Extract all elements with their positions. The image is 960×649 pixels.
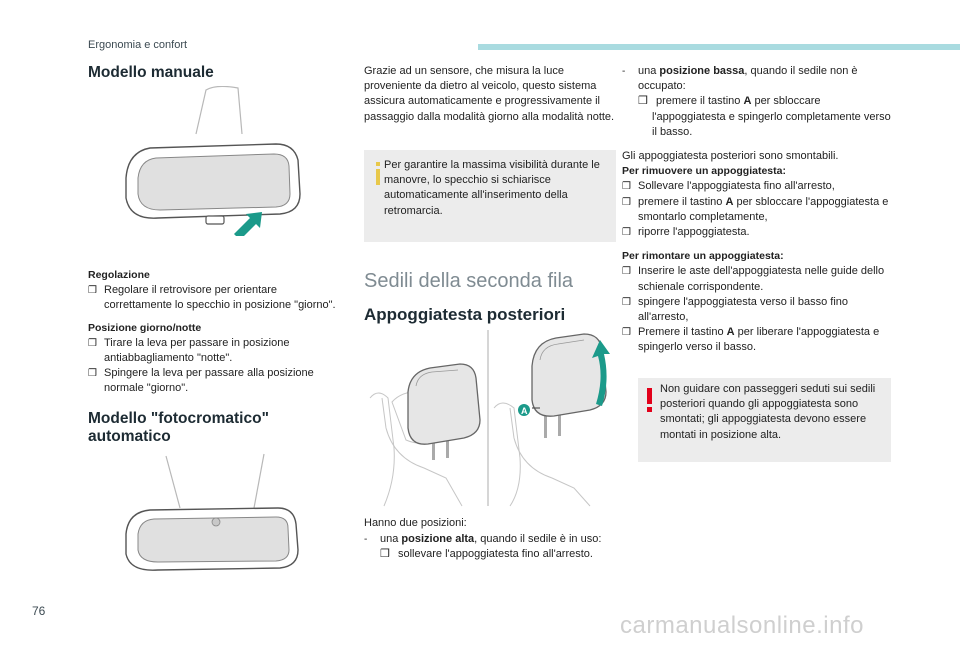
info-box xyxy=(364,150,616,242)
bullet-icon: ❒ xyxy=(88,337,97,349)
auto-intro-paragraph: Grazie ad un sensore, che misura la luce proveniente da dietro al veicolo, questo sistema assicura automaticamente e progressivamente il passaggio dalla modalità giorno alla modalità notte. xyxy=(364,65,615,123)
dash-icon: - xyxy=(622,66,626,77)
bullet-icon: ❒ xyxy=(622,196,631,208)
remove-title: Per rimuovere un appoggiatesta: xyxy=(622,165,786,178)
remove-step: ❒ riporre l'appoggiatesta. xyxy=(622,225,897,240)
bullet-icon: ❒ xyxy=(622,296,631,308)
positions-intro: Hanno due posizioni: xyxy=(364,517,467,530)
removable-note: Gli appoggiatesta posteriori sono smontabili. xyxy=(622,150,839,163)
remove-step: ❒ Sollevare l'appoggiatesta fino all'arresto, xyxy=(622,179,897,194)
position-low: - una posizione bassa, quando il sedile non è occupato: xyxy=(622,65,858,93)
posizione-item: ❒ Spingere la leva per passare alla posizione normale "giorno". xyxy=(88,367,314,395)
bullet-icon: ❒ xyxy=(380,547,390,560)
bullet-icon: ❒ xyxy=(88,285,97,297)
posizione-item: ❒ Tirare la leva per passare in posizione antiabbagliamento "notte". xyxy=(88,336,290,365)
heading-manual-model: Modello manuale xyxy=(88,64,214,81)
dash-icon: - xyxy=(364,533,368,545)
refit-step: ❒ spingere l'appoggiatesta verso il basso fino all'arresto, xyxy=(622,295,849,324)
warning-box xyxy=(638,378,891,462)
position-high: - una posizione alta, quando il sedile è in uso: xyxy=(364,532,619,547)
bullet-icon: ❒ xyxy=(622,266,631,278)
auto-mirror-illustration xyxy=(88,450,343,580)
position-low-step: ❒ premere il tastino A per sbloccare l'appoggiatesta e spingerlo completamente verso il basso. xyxy=(638,95,891,138)
bullet-icon: ❒ xyxy=(622,327,631,339)
bullet-icon: ❒ xyxy=(622,181,631,193)
warning-text: Non guidare con passeggeri seduti sui sedili posteriori quando gli appoggiatesta sono smontati; gli appoggiatesta devono essere montati in posizione alta. xyxy=(660,383,876,441)
button-a-label: A xyxy=(521,406,528,417)
subsection-title: Appoggiatesta posteriori xyxy=(364,305,566,325)
bullet-icon: ❒ xyxy=(88,368,97,380)
refit-step: ❒ Premere il tastino A per liberare l'appoggiatesta e spingerlo verso il basso. xyxy=(622,326,880,354)
heading-auto-model: Modello "fotocromatico" automatico xyxy=(88,409,269,445)
regolazione-title: Regolazione xyxy=(88,269,150,281)
headrest-illustration xyxy=(364,328,614,508)
column-middle xyxy=(364,64,619,125)
bullet-icon: ❒ xyxy=(622,227,631,239)
refit-title: Per rimontare un appoggiatesta: xyxy=(622,250,784,263)
warning-icon xyxy=(646,388,654,412)
column-left xyxy=(88,64,343,580)
posizione-title: Posizione giorno/notte xyxy=(88,321,202,334)
remove-step: ❒ premere il tastino A per sbloccare l'appoggiatesta e smontarlo completamente, xyxy=(622,195,889,223)
position-high-step: ❒ sollevare l'appoggiatesta fino all'arresto. xyxy=(364,547,619,562)
manual-mirror-illustration xyxy=(88,86,343,236)
regolazione-item: ❒ Regolare il retrovisore per orientare correttamente lo specchio in posizione "giorno". xyxy=(88,284,336,312)
bullet-icon: ❒ xyxy=(638,95,648,108)
column-right xyxy=(622,64,897,356)
header-accent-bar xyxy=(478,44,960,50)
section-title: Sedili della seconda fila xyxy=(364,270,574,292)
page-number: 76 xyxy=(32,604,46,618)
section-header: Ergonomia e confort xyxy=(88,39,188,51)
column-middle-lower xyxy=(364,270,619,562)
info-text: Per garantire la massima visibilità durante le manovre, lo specchio si schiarisce automaticamente all'inserimento della retromarcia. xyxy=(384,159,600,217)
light-sensor-icon xyxy=(212,518,220,526)
refit-step: ❒ Inserire le aste dell'appoggiatesta nelle guide dello schienale corrispondente. xyxy=(622,265,885,293)
watermark: carmanualsonline.info xyxy=(620,612,864,639)
